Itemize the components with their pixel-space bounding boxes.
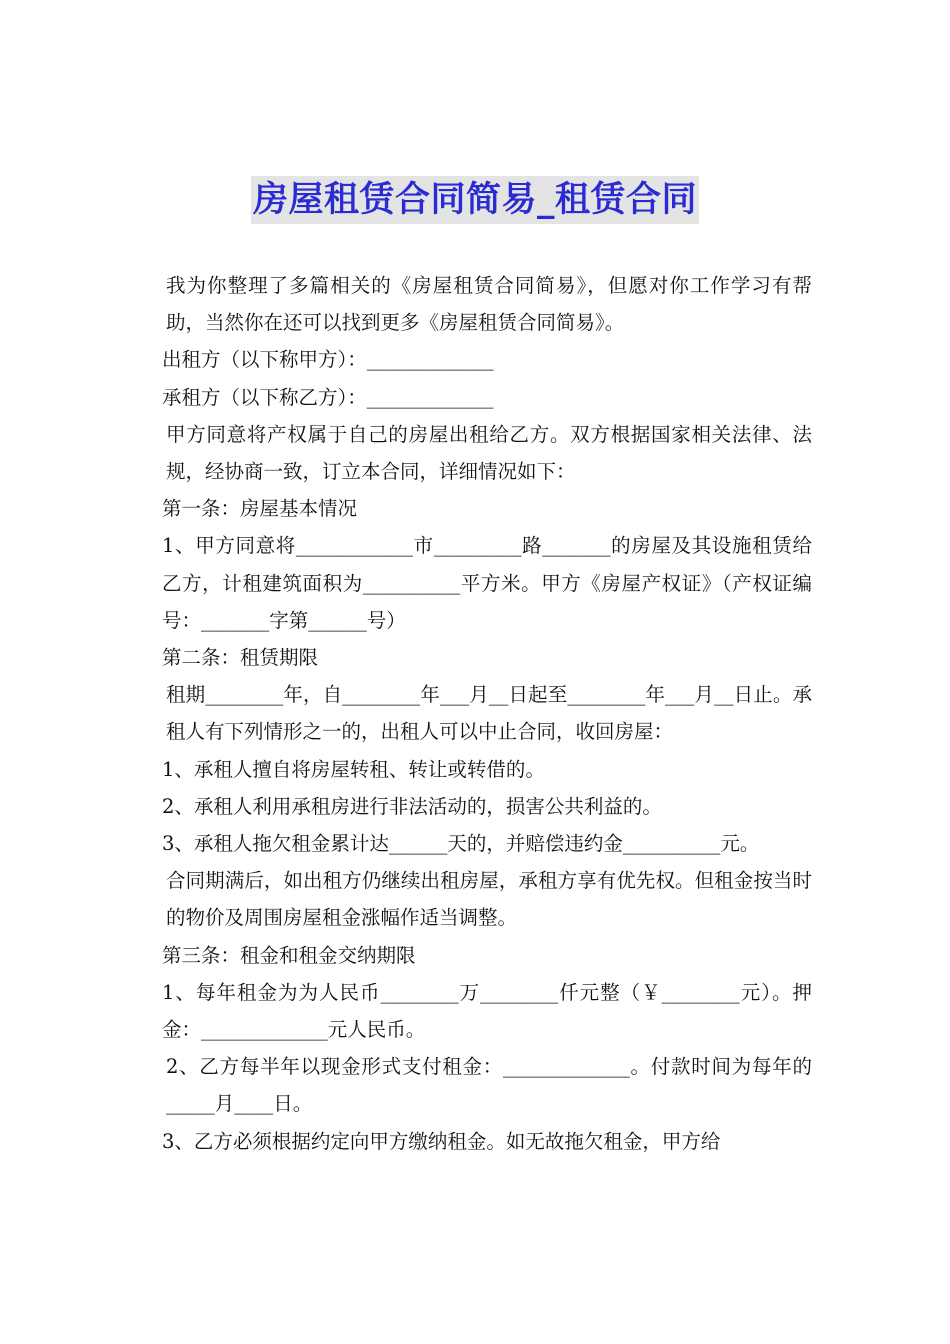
article-3-clause-2: 2、乙方每半年以现金形式支付租金：_____________。付款时间为每年的_____月____日。 — [166, 1055, 812, 1116]
article-2-clause-1: 1、承租人擅自将房屋转租、转让或转借的。 — [162, 757, 545, 781]
intro-paragraph: 我为你整理了多篇相关的《房屋租赁合同简易》，但愿对你工作学习有帮助，当然你在还可以找到更多《房屋租赁合同简易》。 — [166, 274, 812, 335]
renewal-paragraph: 合同期满后，如出租方仍继续出租房屋，承租方享有优先权。但租金按当时的物价及周围房屋租金涨幅作适当调整。 — [166, 869, 812, 930]
article-2-clause-3: 3、承租人拖欠租金累计达______天的，并赔偿违约金__________元。 — [162, 832, 760, 856]
article-3-clause-1: 1、每年租金为为人民币________万________仟元整（￥________元）。押金：_____________元人民币。 — [162, 980, 812, 1042]
title-container — [0, 176, 950, 224]
article-1-clause-1: 1、甲方同意将____________市_________路_______的房屋及其设施租赁给乙方，计租建筑面积为__________平方米。甲方《房屋产权证》（产权证编号：_______字第______号） — [162, 534, 812, 632]
lessor-line: 出租方（以下称甲方）：_____________ — [162, 348, 494, 372]
article-3-clause-3: 3、乙方必须根据约定向甲方缴纳租金。如无故拖欠租金，甲方给 — [162, 1129, 721, 1153]
document-body — [144, 267, 812, 1160]
lease-term-paragraph: 租期________年，自________年___月__日起至________年___月__日止。承租人有下列情形之一的，出租人可以中止合同，收回房屋： — [166, 683, 812, 744]
article-2-heading: 第二条：租赁期限 — [162, 646, 319, 670]
lessee-line: 承租方（以下称乙方）：_____________ — [162, 385, 494, 409]
article-3-heading: 第三条：租金和租金交纳期限 — [162, 943, 416, 967]
article-2-clause-2: 2、承租人利用承租房进行非法活动的，损害公共利益的。 — [162, 794, 662, 818]
article-1-heading: 第一条：房屋基本情况 — [162, 497, 358, 521]
document-title: 房屋租赁合同简易_租赁合同 — [251, 176, 699, 224]
agreement-paragraph: 甲方同意将产权属于自己的房屋出租给乙方。双方根据国家相关法律、法规，经协商一致，订立本合同，详细情况如下： — [166, 422, 812, 484]
